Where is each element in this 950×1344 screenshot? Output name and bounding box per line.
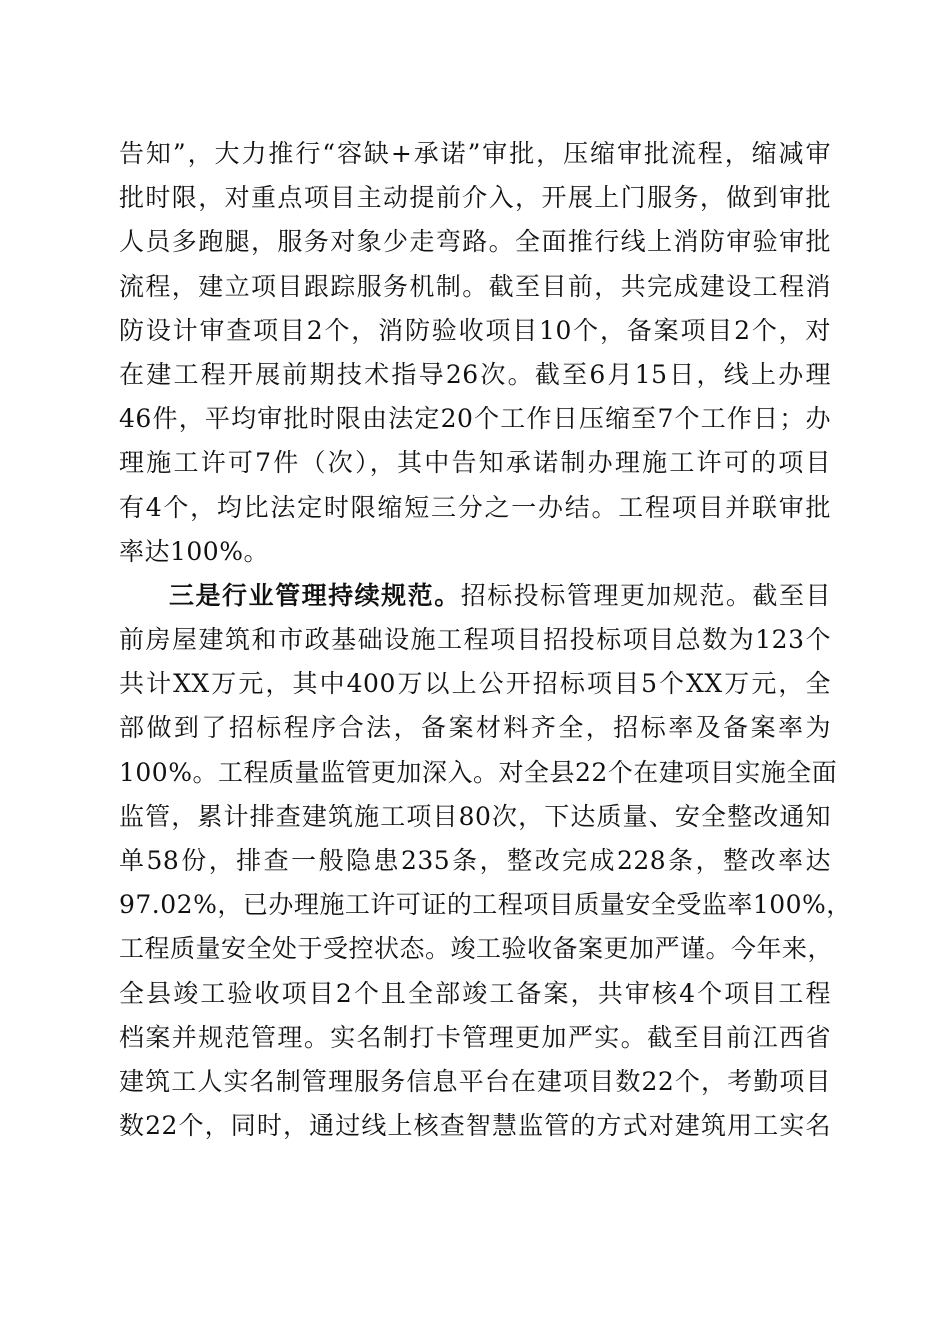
text-line: 防设计审查项目2个，消防验收项目10个，备案项目2个，对 [119, 315, 831, 345]
paragraph-first-line [119, 574, 831, 618]
text-line: 全县竣工验收项目2个且全部竣工备案，共审核4个项目工程 [119, 978, 831, 1008]
text-line: 建筑工人实名制管理服务信息平台在建项目数22个，考勤项目 [119, 1066, 831, 1096]
text-line: 率达100%。 [119, 536, 269, 566]
text-line: 单58份，排查一般隐患235条，整改完成228条，整改率达 [119, 846, 831, 875]
text-line: 数22个，同时，通过线上核查智慧监管的方式对建筑用工实名 [119, 1111, 831, 1141]
body-text [119, 132, 852, 1148]
text-line: 档案并规范管理。实名制打卡管理更加严实。截至目前江西省 [119, 1022, 831, 1052]
text-line: 共计XX万元，其中400万以上公开招标项目5个XX万元，全 [119, 669, 831, 699]
text-line: 流程，建立项目跟踪服务机制。截至目前，共完成建设工程消 [119, 271, 831, 301]
text-line: 理施工许可7件（次），其中告知承诺制办理施工许可的项目 [119, 448, 831, 478]
text-line: 前房屋建筑和市政基础设施工程项目招投标项目总数为123个 [119, 625, 831, 655]
text-line: 工程质量安全处于受控状态。竣工验收备案更加严谨。今年来， [119, 934, 834, 964]
text-line: 100%。工程质量监管更加深入。对全县22个在建项目实施全面 [119, 757, 838, 787]
section-heading: 三是行业管理持续规范。 [169, 580, 461, 610]
text-line: 人员多跑腿，服务对象少走弯路。全面推行线上消防审验审批 [119, 227, 831, 257]
text-run: 招标投标管理更加规范。截至目 [460, 580, 831, 610]
text-line: 46件，平均审批时限由法定20个工作日压缩至7个工作日；办 [119, 404, 831, 434]
text-line: 批时限，对重点项目主动提前介入，开展上门服务，做到审批 [119, 183, 831, 213]
text-line: 有4个，均比法定时限缩短三分之一办结。工程项目并联审批 [119, 492, 831, 522]
text-line: 监管，累计排查建筑施工项目80次，下达质量、安全整改通知 [119, 801, 831, 831]
text-line: 在建工程开展前期技术指导26次。截至6月15日，线上办理 [119, 359, 831, 389]
text-line: 97.02%，已办理施工许可证的工程项目质量安全受监率100%， [119, 890, 852, 920]
text-line: 部做到了招标程序合法，备案材料齐全，招标率及备案率为 [119, 713, 831, 743]
text-line: 告知”，大力推行“容缺+承诺”审批，压缩审批流程，缩减审 [119, 139, 831, 168]
